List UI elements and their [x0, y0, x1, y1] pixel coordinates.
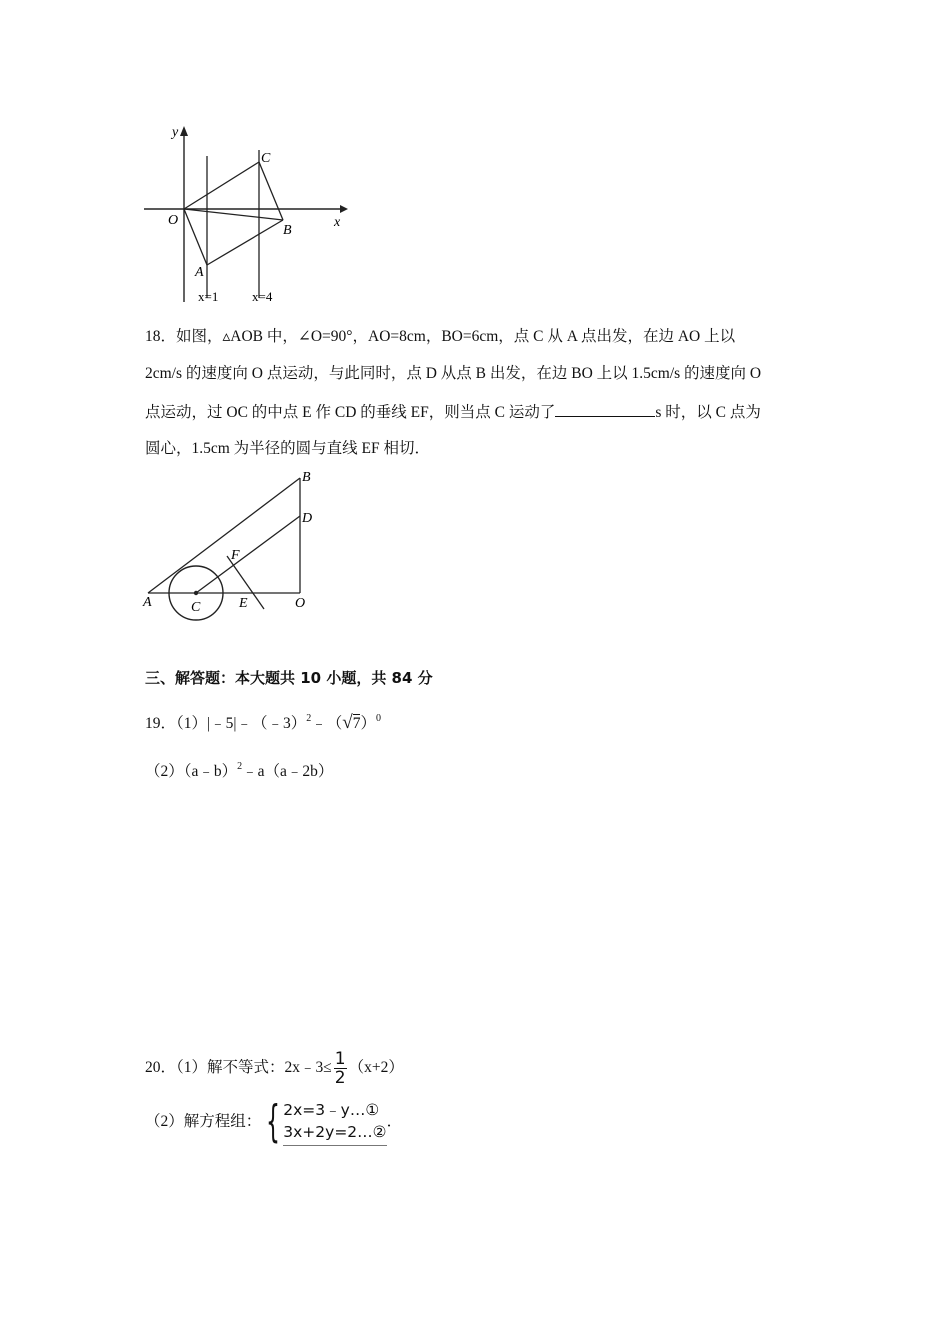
- center-point-C: [194, 591, 198, 595]
- q20-part-2: [145, 1098, 402, 1146]
- q20-part1-a: （1）解不等式：2x﹣3≤: [176, 1059, 332, 1077]
- q19-part1-c: ）: [360, 715, 376, 732]
- label-D: D: [302, 511, 313, 526]
- y-axis-arrow: [180, 126, 188, 136]
- label-x: x: [334, 215, 341, 230]
- label-O: O: [295, 596, 306, 611]
- label-E: E: [239, 596, 248, 611]
- q18-line-3: [145, 401, 761, 423]
- q19-exponent-1: 2: [306, 713, 312, 724]
- equation-system: [261, 1098, 386, 1146]
- q18-line-1: 18．如图，▵AOB 中，∠O=90°，AO=8cm，BO=6cm，点 C 从 A 点出发，在边 AO 上以: [145, 328, 736, 345]
- q19-part1-a: （1）|﹣5|﹣（﹣3）: [176, 715, 307, 732]
- segment-CD: [196, 516, 300, 593]
- label-C: C: [261, 151, 271, 166]
- label-B: B: [302, 470, 311, 485]
- section-heading: 三、解答题：本大题共 10 小题，共 84 分: [145, 669, 433, 687]
- label-x-equals-1: x=1: [198, 289, 219, 304]
- triangle-circle-figure: [140, 466, 320, 626]
- x-axis-arrow: [340, 205, 348, 213]
- sqrt-symbol: √: [342, 712, 353, 733]
- q19-part2-b: ﹣a（a﹣2b）: [242, 763, 334, 780]
- q20-number: 20．: [145, 1059, 177, 1077]
- q18-line-3-end: s 时，以 C 点为: [655, 404, 761, 421]
- q18-line-3-start: 点运动，过 OC 的中点 E 作 CD 的垂线 EF，则当点 C 运动了: [145, 404, 556, 421]
- q19-part2-a: （2）（a﹣b）: [145, 763, 238, 780]
- q19-part-1: [145, 713, 381, 734]
- equation-2: 3x+2y=2…②: [283, 1123, 387, 1142]
- left-brace: {: [266, 1096, 281, 1148]
- label-y: y: [172, 125, 179, 140]
- fraction-one-half: [334, 1050, 347, 1087]
- fraction-denominator: 2: [334, 1068, 346, 1088]
- q20-end-mark: ．: [386, 1113, 403, 1130]
- q20-part-1: [145, 1050, 404, 1087]
- coordinate-figure: [140, 120, 350, 305]
- q20-part2-label: （2）解方程组：: [145, 1113, 262, 1130]
- equation-1: 2x=3﹣y…①: [283, 1101, 380, 1120]
- label-F: F: [231, 548, 240, 563]
- label-C: C: [191, 600, 201, 615]
- segment-AB: [207, 220, 283, 265]
- label-A: A: [143, 595, 152, 610]
- q19-part-2: [145, 762, 333, 782]
- q19-exponent-2: 0: [375, 713, 381, 724]
- segment-OC: [184, 162, 259, 209]
- q19-part1-b: ﹣（: [311, 715, 343, 732]
- answer-blank[interactable]: [555, 401, 655, 417]
- fraction-numerator: 1: [334, 1049, 346, 1069]
- segment-AB: [148, 478, 300, 593]
- label-A: A: [195, 265, 204, 280]
- q19-radicand: 7: [352, 715, 361, 732]
- label-x-equals-4: x=4: [252, 289, 273, 304]
- label-O: O: [168, 213, 179, 228]
- segment-OB: [184, 209, 283, 220]
- q20-part1-b: （x+2）: [348, 1059, 404, 1077]
- q19-number: 19．: [145, 715, 177, 732]
- segment-CB: [259, 162, 283, 220]
- label-B: B: [283, 223, 292, 238]
- q18-line-2: 2cm/s 的速度向 O 点运动，与此同时，点 D 从点 B 出发，在边 BO 上以 1.5cm/s 的速度向 O: [145, 365, 762, 382]
- segment-OA: [184, 209, 207, 265]
- q19-part2-exponent: 2: [237, 761, 243, 772]
- q18-line-4: 圆心，1.5cm 为半径的圆与直线 EF 相切．: [145, 440, 431, 457]
